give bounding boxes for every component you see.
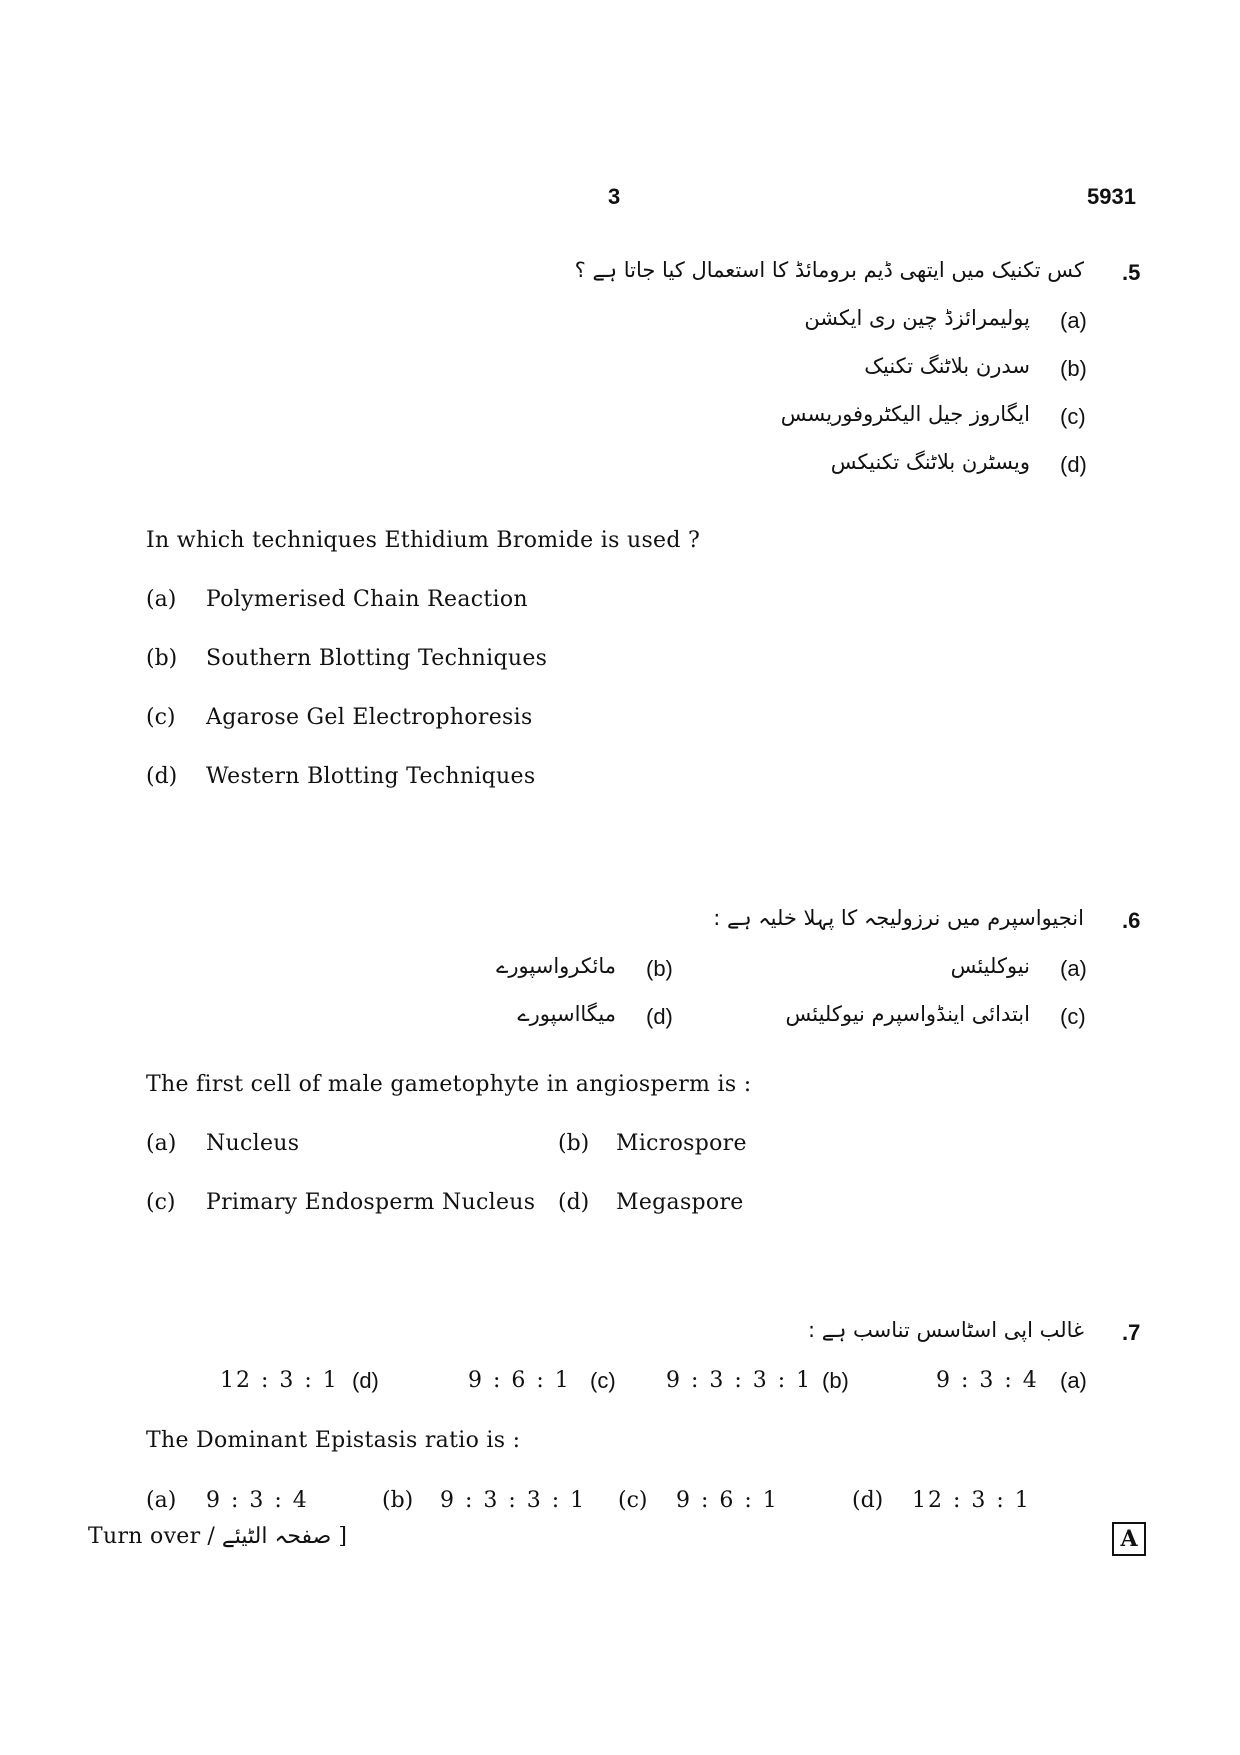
q7-english-label-b: (b): [382, 1488, 414, 1513]
q5-urdu-label-c: (c): [1060, 404, 1086, 429]
q7-urdu-label-b: (b): [822, 1368, 849, 1393]
q7-urdu-label-a: (a): [1060, 1368, 1087, 1393]
q6-urdu-label-a: (a): [1060, 956, 1087, 981]
q5-urdu-option-c: ایگاروز جیل الیکٹروفوریسس: [780, 402, 1030, 426]
q6-english-label-b: (b): [558, 1131, 590, 1156]
q5-urdu-option-b: سدرن بلاٹنگ تکنیک: [864, 354, 1030, 378]
q7-urdu-question: غالب اپی اسٹاسس تناسب ہے :: [808, 1318, 1084, 1342]
q7-urdu-option-b: 9 : 3 : 3 : 1: [666, 1368, 813, 1393]
q5-urdu-label-b: (b): [1060, 356, 1087, 381]
q7-english-question: The Dominant Epistasis ratio is :: [146, 1428, 521, 1453]
q5-urdu-label-d: (d): [1060, 452, 1087, 477]
q7-english-label-a: (a): [146, 1488, 177, 1513]
q7-english-option-b: 9 : 3 : 3 : 1: [440, 1488, 587, 1513]
q6-english-option-d: Megaspore: [616, 1190, 744, 1215]
q5-english-label-c: (c): [146, 705, 176, 730]
q5-english-option-c: Agarose Gel Electrophoresis: [206, 705, 533, 730]
q7-urdu-number: .7: [1122, 1320, 1141, 1345]
q5-urdu-number: .5: [1122, 260, 1141, 285]
q5-urdu-option-d: ویسٹرن بلاٹنگ تکنیکس: [830, 450, 1030, 474]
turn-over-note: [ صفحہ الٹیئے / Turn over: [88, 1524, 347, 1549]
series-box: A: [1112, 1522, 1146, 1556]
page-number: 3: [608, 184, 621, 209]
q6-urdu-number: .6: [1122, 908, 1141, 933]
q7-english-option-d: 12 : 3 : 1: [912, 1488, 1031, 1513]
q5-english-label-a: (a): [146, 587, 177, 612]
q7-english-label-c: (c): [618, 1488, 648, 1513]
q6-english-label-d: (d): [558, 1190, 590, 1215]
q5-english-option-a: Polymerised Chain Reaction: [206, 587, 528, 612]
q5-english-label-b: (b): [146, 646, 178, 671]
q6-urdu-label-c: (c): [1060, 1004, 1086, 1029]
q6-urdu-label-d: (d): [646, 1004, 673, 1029]
q5-urdu-label-a: (a): [1060, 308, 1087, 333]
q5-urdu-option-a: پولیمرائزڈ چین ری ایکشن: [804, 306, 1030, 330]
q7-urdu-label-d: (d): [352, 1368, 379, 1393]
q6-urdu-option-a: نیوکلیئس: [950, 954, 1030, 978]
q6-urdu-label-b: (b): [646, 956, 673, 981]
q6-english-option-b: Microspore: [616, 1131, 747, 1156]
q7-english-option-a: 9 : 3 : 4: [206, 1488, 309, 1513]
q5-english-option-d: Western Blotting Techniques: [206, 764, 536, 789]
q7-urdu-option-d: 12 : 3 : 1: [220, 1368, 339, 1393]
q7-urdu-label-c: (c): [590, 1368, 616, 1393]
q7-urdu-option-a: 9 : 3 : 4: [936, 1368, 1039, 1393]
q6-english-label-c: (c): [146, 1190, 176, 1215]
q6-english-question: The first cell of male gametophyte in angiosperm is :: [146, 1072, 752, 1097]
q6-urdu-option-b: مائکرواسپورے: [496, 954, 616, 978]
q6-english-option-c: Primary Endosperm Nucleus: [206, 1190, 536, 1215]
q5-english-option-b: Southern Blotting Techniques: [206, 646, 548, 671]
q6-english-label-a: (a): [146, 1131, 177, 1156]
q6-english-option-a: Nucleus: [206, 1131, 300, 1156]
q6-urdu-question: انجیواسپرم میں نرزولیجہ کا پہلا خلیہ ہے :: [713, 906, 1084, 930]
q6-urdu-option-c: ابتدائی اینڈواسپرم نیوکلیئس: [785, 1002, 1030, 1026]
q7-english-option-c: 9 : 6 : 1: [676, 1488, 779, 1513]
paper-code: 5931: [1087, 184, 1136, 209]
q7-english-label-d: (d): [852, 1488, 884, 1513]
q5-english-label-d: (d): [146, 764, 178, 789]
q6-urdu-option-d: میگااسپورے: [517, 1002, 616, 1026]
q7-urdu-option-c: 9 : 6 : 1: [468, 1368, 571, 1393]
q5-urdu-question: کس تکنیک میں ایتھی ڈیم برومائڈ کا استعمال کیا جاتا ہے ؟: [574, 258, 1084, 282]
q5-english-question: In which techniques Ethidium Bromide is used ?: [146, 528, 701, 553]
